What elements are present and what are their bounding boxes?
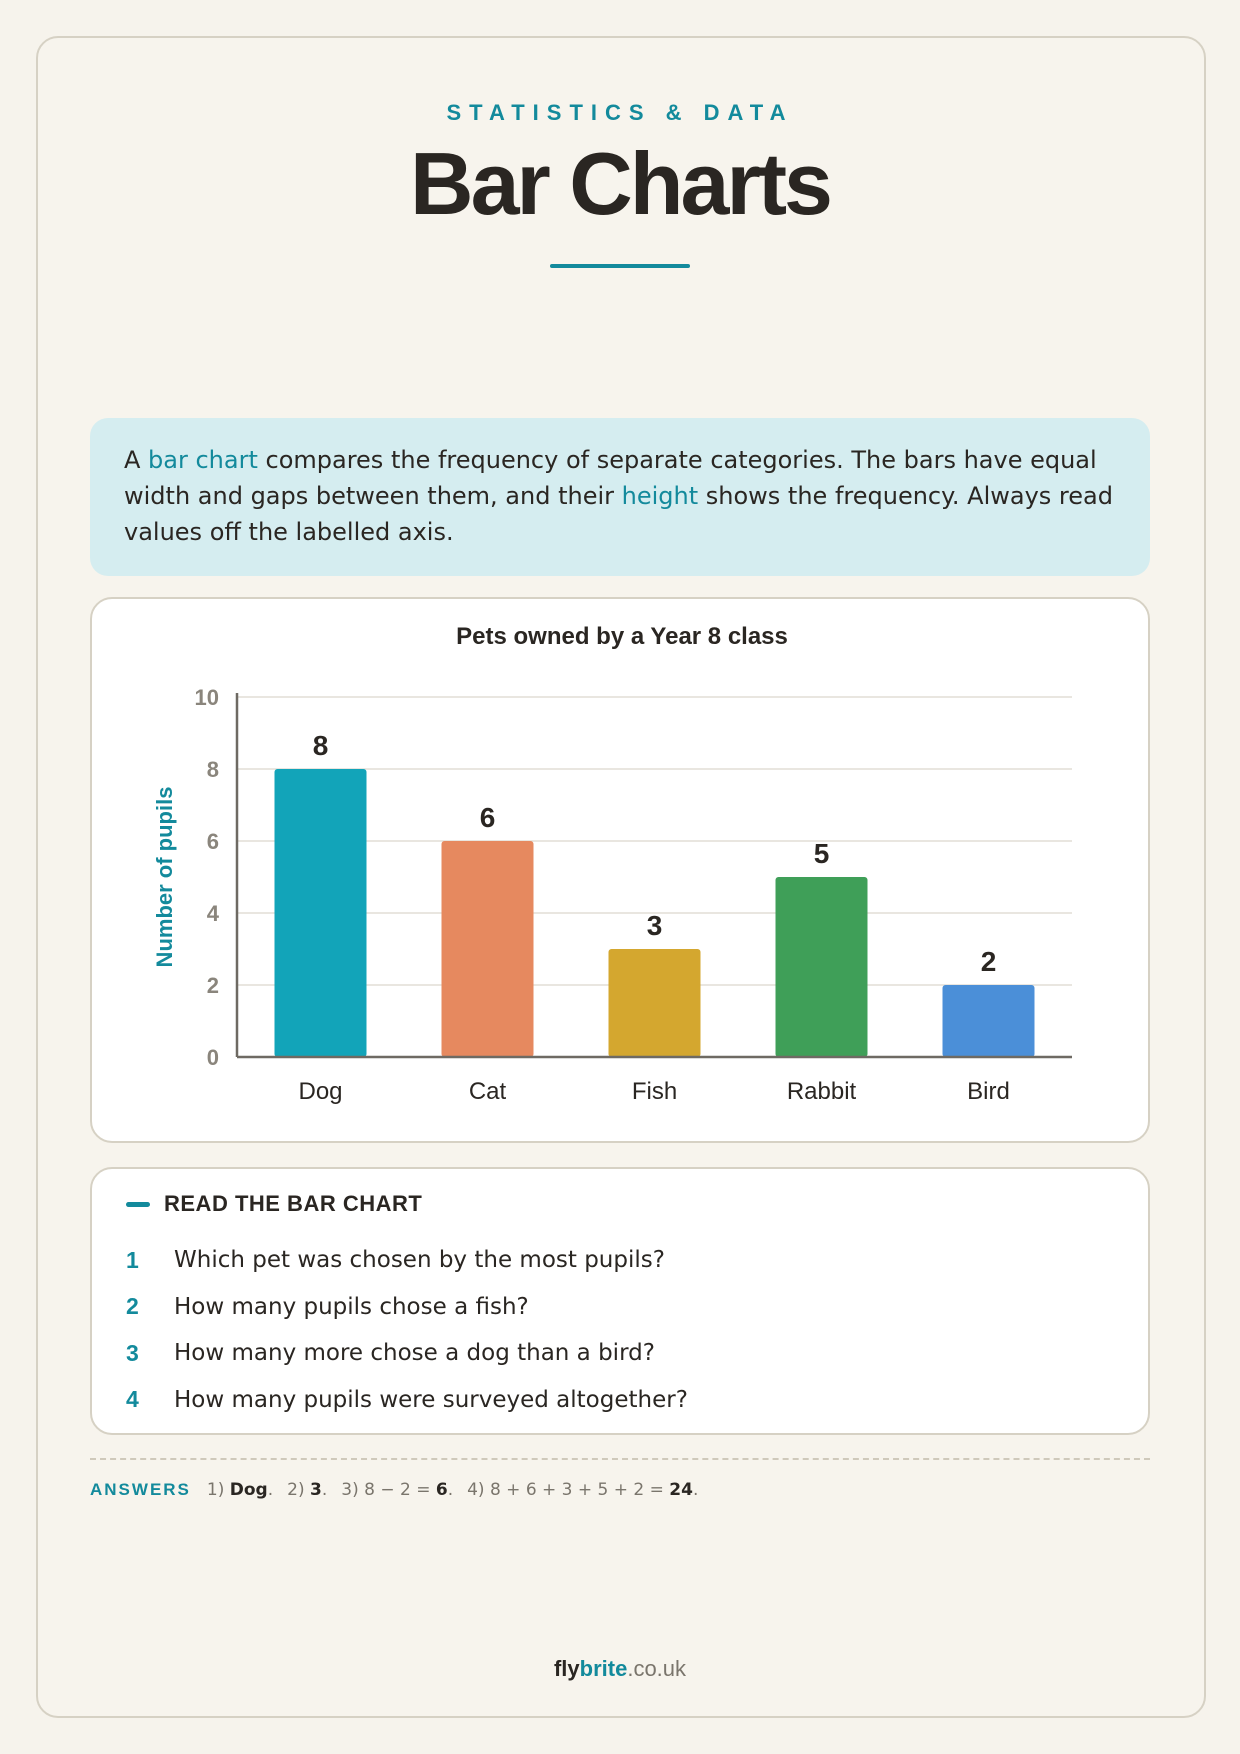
questions-list xyxy=(126,1237,688,1423)
eyebrow-subject: STATISTICS & DATA xyxy=(446,100,794,125)
chart-title: Pets owned by a Year 8 class xyxy=(456,623,788,650)
question-text: How many more chose a dog than a bird? xyxy=(174,1340,655,1367)
question-number: 2 xyxy=(126,1293,139,1320)
data-label: 2 xyxy=(980,946,997,977)
chart-card xyxy=(90,597,1150,1143)
question-number: 3 xyxy=(126,1339,139,1366)
y-tick-label: 4 xyxy=(206,901,219,926)
intro-box xyxy=(90,418,1150,576)
questions-card xyxy=(90,1167,1150,1435)
y-tick-label: 0 xyxy=(206,1045,219,1070)
heading-dash xyxy=(126,1202,150,1207)
question-number: 4 xyxy=(126,1386,139,1413)
y-tick-label: 8 xyxy=(206,757,219,782)
question-number: 1 xyxy=(126,1246,139,1273)
bar-fish xyxy=(609,949,701,1057)
answer-1: 1) Dog. xyxy=(206,1480,274,1500)
answer-4: 4) 8 + 6 + 3 + 5 + 2 = 24. xyxy=(467,1480,699,1500)
y-axis-label: Number of pupils xyxy=(152,786,177,968)
data-label: 3 xyxy=(646,910,663,941)
question-item xyxy=(126,1284,688,1331)
y-tick-label: 2 xyxy=(206,973,219,998)
brand-fly: fly xyxy=(553,1656,580,1681)
x-tick-label: Dog xyxy=(298,1078,343,1105)
bar-rabbit xyxy=(776,877,868,1057)
question-item xyxy=(126,1330,688,1377)
data-label: 6 xyxy=(479,802,496,833)
x-tick-label: Fish xyxy=(631,1078,678,1105)
question-item xyxy=(126,1237,688,1284)
intro-text-3: shows the frequency. Always read values off the labelled axis. xyxy=(124,482,1113,546)
y-tick-label: 10 xyxy=(194,685,219,710)
questions-heading xyxy=(126,1191,422,1217)
data-label: 5 xyxy=(813,838,830,869)
intro-highlight-height: height xyxy=(621,482,699,510)
bar-bird xyxy=(943,985,1035,1057)
question-text: How many pupils were surveyed altogether? xyxy=(174,1386,688,1413)
x-tick-label: Bird xyxy=(967,1078,1010,1105)
answers-label: ANSWERS xyxy=(90,1480,191,1499)
answer-3: 3) 8 − 2 = 6. xyxy=(341,1480,454,1500)
title-underline xyxy=(550,264,690,268)
question-text: How many pupils chose a fish? xyxy=(174,1293,529,1320)
brand-domain: .co.uk xyxy=(627,1656,687,1681)
intro-text-2: compares the frequency of separate categories. The bars have equal width and gaps between them, and their xyxy=(124,446,1097,510)
bar-chart xyxy=(92,599,1152,1145)
footer-brand xyxy=(0,1656,1240,1682)
x-tick-label: Cat xyxy=(468,1078,507,1105)
brand-brite: brite xyxy=(579,1656,628,1681)
answer-2: 2) 3. xyxy=(287,1480,328,1500)
y-tick-label: 6 xyxy=(206,829,219,854)
x-tick-label: Rabbit xyxy=(786,1078,857,1105)
data-label: 8 xyxy=(312,730,329,761)
answers-divider xyxy=(90,1458,1150,1460)
bar-dog xyxy=(275,769,367,1057)
question-text: Which pet was chosen by the most pupils? xyxy=(174,1247,665,1274)
answers-line xyxy=(90,1480,712,1500)
questions-heading-text: READ THE BAR CHART xyxy=(164,1191,423,1216)
intro-highlight-bar-chart: bar chart xyxy=(148,446,258,474)
bar-cat xyxy=(442,841,534,1057)
question-item xyxy=(126,1377,688,1424)
page-title: Bar Charts xyxy=(410,134,830,233)
intro-text-1: A xyxy=(124,446,149,474)
